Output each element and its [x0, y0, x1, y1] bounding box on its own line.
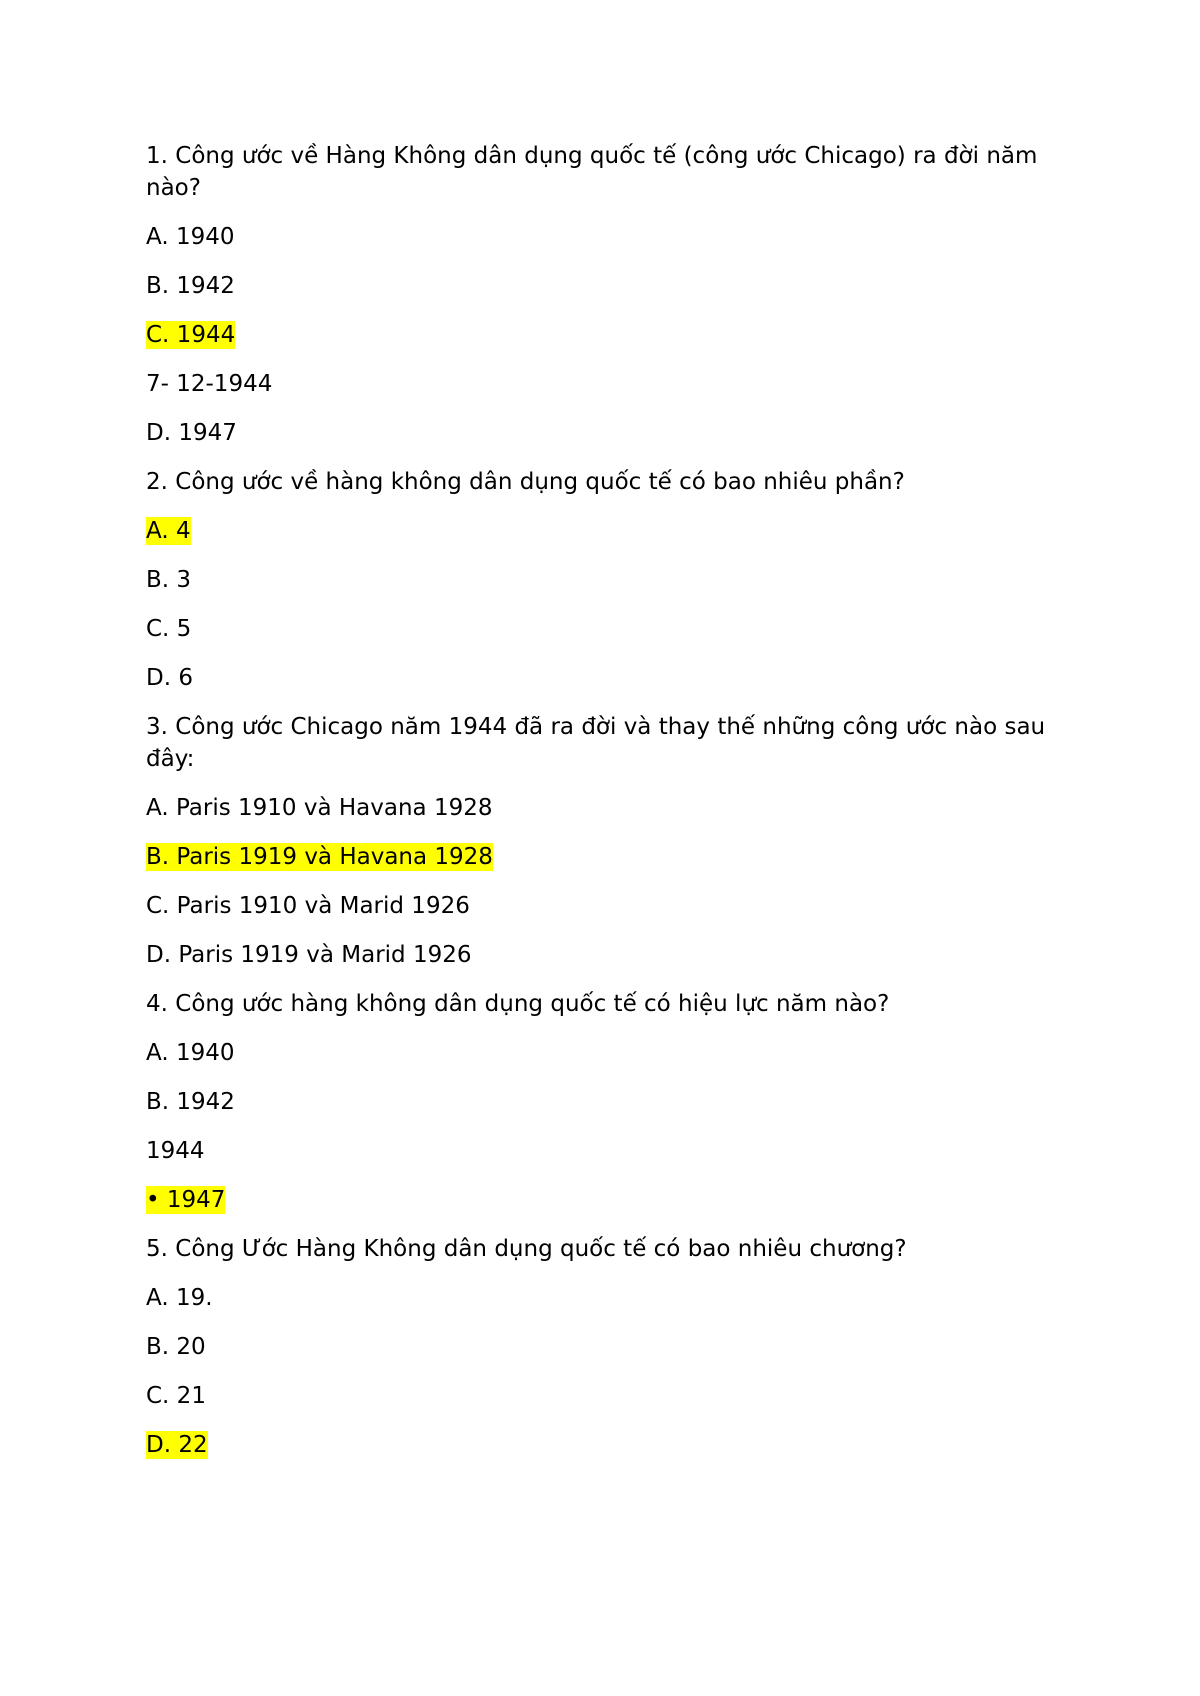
highlighted-answer: D. 22: [146, 1432, 208, 1458]
question-2-option-c: C. 5: [146, 616, 192, 642]
question-4-option-d: [146, 1184, 1066, 1216]
question-5-option-c: C. 21: [146, 1383, 206, 1409]
question-1-option-a: A. 1940: [146, 224, 235, 250]
question-3-option-b: [146, 841, 1066, 873]
highlighted-answer: A. 4: [146, 518, 191, 544]
highlighted-answer: C. 1944: [146, 322, 236, 348]
question-3: [146, 711, 1066, 775]
question-text: 4. Công ước hàng không dân dụng quốc tế có hiệu lực năm nào?: [146, 991, 890, 1017]
question-5-option-d: [146, 1429, 1066, 1461]
question-4: [146, 988, 1066, 1020]
quiz-content: [146, 140, 1066, 1478]
question-text: 5. Công Ước Hàng Không dân dụng quốc tế có bao nhiêu chương?: [146, 1236, 907, 1262]
question-4-option-b: B. 1942: [146, 1089, 235, 1115]
highlighted-answer: • 1947: [146, 1187, 226, 1213]
question-2-option-d: D. 6: [146, 665, 193, 691]
question-4-option-a: A. 1940: [146, 1040, 235, 1066]
question-4-option-c: 1944: [146, 1138, 205, 1164]
question-1-option-d: D. 1947: [146, 420, 237, 446]
question-text: 1. Công ước về Hàng Không dân dụng quốc tế (công ước Chicago) ra đời năm nào?: [146, 143, 1038, 201]
question-1-option-c: [146, 319, 1066, 351]
question-1-option-b: B. 1942: [146, 273, 235, 299]
question-1: [146, 140, 1066, 204]
question-text: 2. Công ước về hàng không dân dụng quốc tế có bao nhiêu phần?: [146, 469, 905, 495]
question-3-option-d: D. Paris 1919 và Marid 1926: [146, 942, 472, 968]
question-2-option-a: [146, 515, 1066, 547]
question-1-note: 7- 12-1944: [146, 371, 273, 397]
question-5-option-b: B. 20: [146, 1334, 206, 1360]
question-text: 3. Công ước Chicago năm 1944 đã ra đời và thay thế những công ước nào sau đây:: [146, 714, 1046, 772]
question-5: [146, 1233, 1066, 1265]
question-5-option-a: A. 19.: [146, 1285, 213, 1311]
question-2: [146, 466, 1066, 498]
highlighted-answer: B. Paris 1919 và Havana 1928: [146, 844, 493, 870]
question-3-option-a: A. Paris 1910 và Havana 1928: [146, 795, 493, 821]
question-3-option-c: C. Paris 1910 và Marid 1926: [146, 893, 470, 919]
question-2-option-b: B. 3: [146, 567, 192, 593]
